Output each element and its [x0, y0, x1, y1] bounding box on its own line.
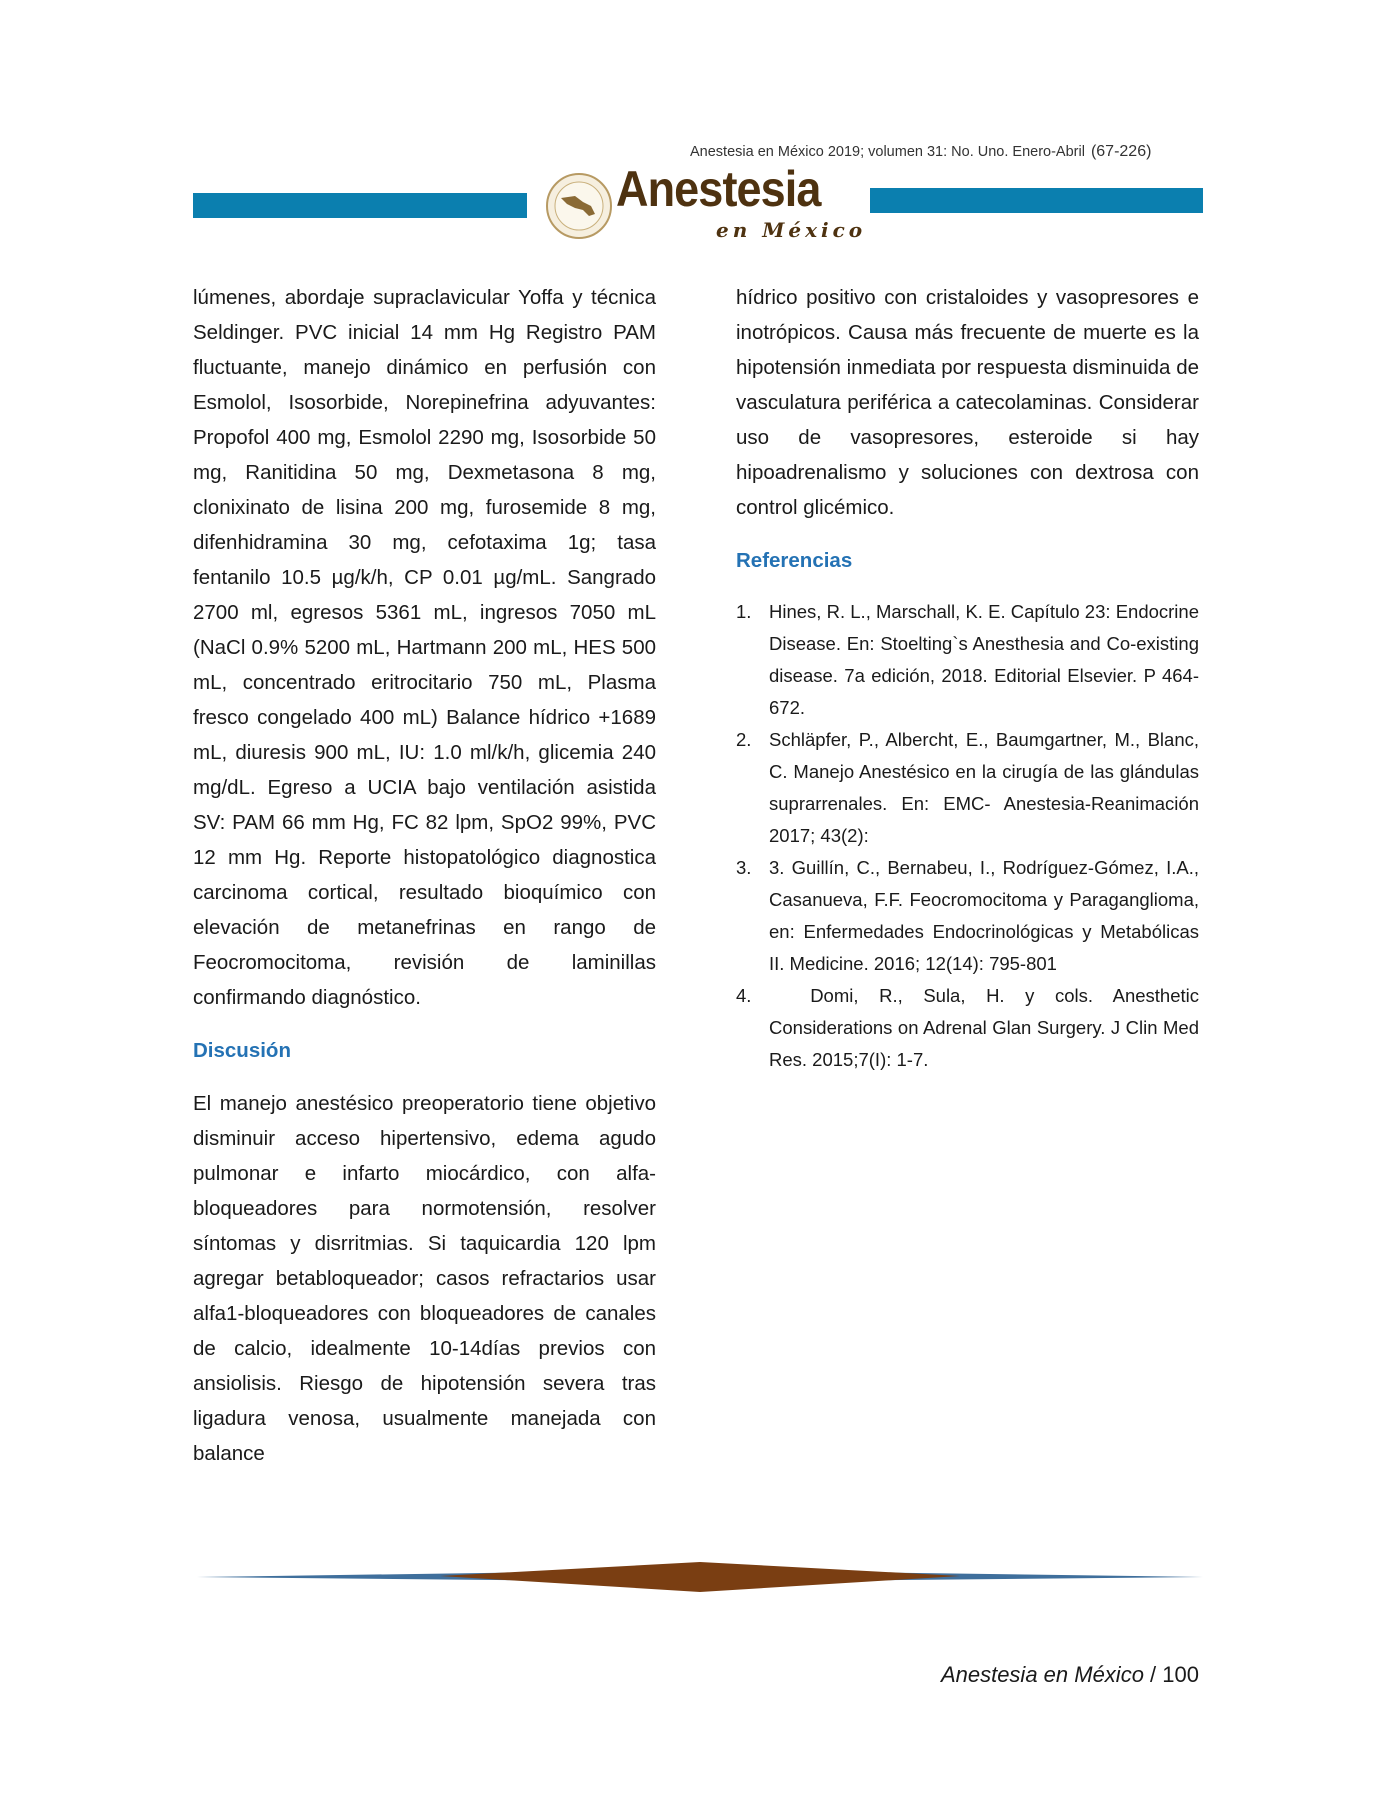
footer-journal: Anestesia en México	[940, 1662, 1144, 1687]
page-footer: Anestesia en México / 100	[940, 1662, 1199, 1687]
left-column	[193, 280, 656, 1471]
case-paragraph: lúmenes, abordaje supraclavicular Yoffa y técnica Seldinger. PVC inicial 14 mm Hg Registro PAM fluctuante, manejo dinámico en perfusión con Esmolol, Isosorbide, Norepinefrina adyuvantes: Propofol 400 mg, Esmolol 2290 mg, Isosorbide 50 mg, Ranitidina 50 mg, Dexmetasona 8 mg, clonixinato de lisina 200 mg, furosemide 8 mg, difenhidramina 30 mg, cefotaxima 1g; tasa fentanilo 10.5 µg/k/h, CP 0.01 µg/mL. Sangrado 2700 ml, egresos 5361 mL, ingresos 7050 mL (NaCl 0.9% 5200 mL, Hartmann 200 mL, HES 500 mL, concentrado eritrocitario 750 mL, Plasma fresco congelado 400 mL) Balance hídrico +1689 mL, diuresis 900 mL, IU: 1.0 ml/k/h, glicemia 240 mg/dL. Egreso a UCIA bajo ventilación asistida SV: PAM 66 mm Hg, FC 82 lpm, SpO2 99%, PVC 12 mm Hg. Reporte histopatológico diagnostica carcinoma cortical, resultado bioquímico con elevación de metanefrinas en rango de Feocromocitoma, revisión de laminillas confirmando diagnóstico.	[193, 286, 656, 1009]
discussion-heading: Discusión	[193, 1039, 291, 1062]
header-bar-right	[870, 188, 1203, 213]
reference-item: 1. Hines, R. L., Marschall, K. E. Capítulo 23: Endocrine Disease. En: Stoelting`s Anesthesia and Co-existing disease. 7a edición, 2018. Editorial Elsevier. P 464-672.	[736, 601, 1199, 718]
reference-item: 3. 3. Guillín, C., Bernabeu, I., Rodríguez-Gómez, I.A., Casanueva, F.F. Feocromocitoma y Paraganglioma, en: Enfermedades Endocrinológicas y Metabólicas II. Medicine. 2016; 12(14): 795-801	[736, 857, 1199, 974]
page-number: 100	[1162, 1662, 1199, 1687]
references-list	[736, 596, 1205, 1076]
references-heading: Referencias	[736, 549, 853, 572]
journal-seal-logo	[545, 172, 613, 240]
logo-subtitle: en México	[716, 218, 867, 242]
logo-title: Anestesia	[616, 161, 821, 217]
reference-item: 4. Domi, R., Sula, H. y cols. Anesthetic Considerations on Adrenal Glan Surgery. J Clin Med Res. 2015;7(I): 1-7.	[736, 985, 1205, 1070]
discussion-paragraph: El manejo anestésico preoperatorio tiene objetivo disminuir acceso hipertensivo, edema agudo pulmonar e infarto miocárdico, con alfa-bloqueadores para normotensión, resolver síntomas y disrritmias. Si taquicardia 120 lpm agregar betabloqueador; casos refractarios usar alfa1-bloqueadores con bloqueadores de canales de calcio, idealmente 10-14días previos con ansiolisis. Riesgo de hipotensión severa tras ligadura venosa, usualmente manejada con balance	[193, 1092, 656, 1465]
reference-item: 2. Schläpfer, P., Albercht, E., Baumgartner, M., Blanc, C. Manejo Anestésico en la cirugía de las glándulas suprarrenales. En: EMC- Anestesia-Reanimación 2017; 43(2):	[736, 729, 1199, 846]
header-bar-left	[193, 193, 527, 218]
discussion-continued-paragraph: hídrico positivo con cristaloides y vasopresores e inotrópicos. Causa más frecuente de muerte es la hipotensión inmediata por respuesta disminuida de vasculatura periférica a catecolaminas. Considerar uso de vasopresores, esteroide si hay hipoadrenalismo y soluciones con dextrosa con control glicémico.	[736, 286, 1199, 519]
journal-citation: Anestesia en México 2019; volumen 31: No. Uno. Enero-Abril (67-226)	[690, 143, 1152, 160]
right-column	[736, 280, 1205, 1076]
page-range: (67-226)	[1090, 143, 1152, 160]
